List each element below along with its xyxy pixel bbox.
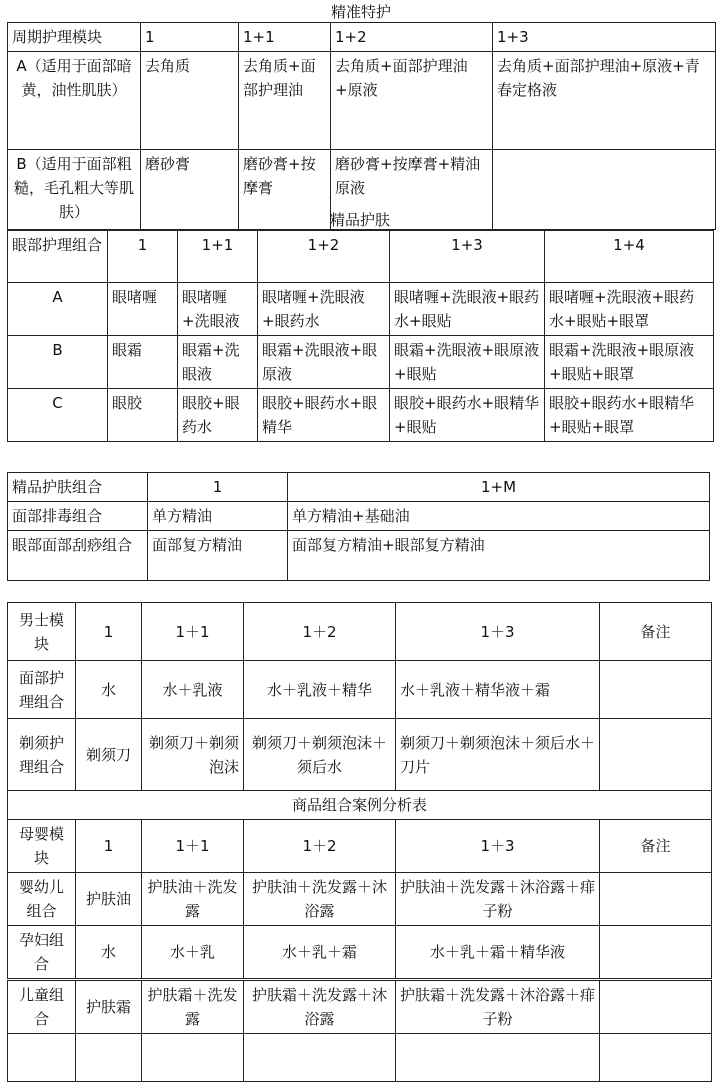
table-cell: 磨砂膏	[141, 150, 239, 230]
header-cell: 1＋3	[396, 820, 600, 873]
table-row	[8, 873, 712, 926]
header-cell: 1+1	[178, 231, 258, 283]
table-cell: 眼霜+洗眼液+眼原液+眼贴+眼罩	[545, 336, 714, 389]
product-combo-section	[7, 602, 712, 1082]
table-row	[8, 926, 712, 980]
table-cell: 单方精油	[148, 502, 288, 531]
table-header-row	[8, 603, 712, 661]
table-cell	[396, 1034, 600, 1082]
table-cell	[76, 1034, 142, 1082]
table-cell	[600, 926, 712, 980]
table-cell: 护肤油＋洗发露＋沐浴露	[244, 873, 396, 926]
table-cell: 水＋乳	[142, 926, 244, 980]
table-cell: 去角质+面部护理油+原液+青春定格液	[493, 52, 716, 150]
table-row	[8, 283, 714, 336]
table-row	[8, 661, 712, 719]
header-cell: 精品护肤组合	[8, 473, 148, 502]
table-cell	[600, 1034, 712, 1082]
table-cell	[600, 661, 712, 719]
row-label: 孕妇组合	[8, 926, 76, 980]
table-row	[8, 1034, 712, 1082]
mid-title-row	[8, 791, 712, 820]
row-label: 剃须护理组合	[8, 719, 76, 791]
table-cell: 眼啫喱+洗眼液	[178, 283, 258, 336]
table-row	[8, 502, 710, 531]
table-cell: 护肤霜＋洗发露	[142, 980, 244, 1034]
header-cell: 1	[141, 23, 239, 52]
header-cell: 1	[76, 820, 142, 873]
table-cell: 眼啫喱+洗眼液+眼药水+眼贴+眼罩	[545, 283, 714, 336]
table-cell: 护肤霜＋洗发露＋沐浴露	[244, 980, 396, 1034]
header-cell: 1+M	[288, 473, 710, 502]
oil-combo-section	[7, 472, 710, 581]
table-cell: 去角质	[141, 52, 239, 150]
header-cell: 1	[148, 473, 288, 502]
header-cell: 1+1	[239, 23, 331, 52]
header-cell: 1＋2	[244, 603, 396, 661]
header-cell: 1+3	[390, 231, 545, 283]
table-cell: 单方精油+基础油	[288, 502, 710, 531]
table-cell	[600, 719, 712, 791]
row-label: A（适用于面部暗黄，油性肌肤）	[8, 52, 141, 150]
table-cell: 眼啫喱+洗眼液+眼药水	[258, 283, 390, 336]
table-cell: 面部复方精油+眼部复方精油	[288, 531, 710, 581]
table-cell: 剃须刀＋剃须泡沫	[142, 719, 244, 791]
table-cell	[600, 980, 712, 1034]
table-cell	[244, 1034, 396, 1082]
table-cell: 磨砂膏+按摩膏+精油原液	[331, 150, 493, 230]
table-cell: 眼霜+洗眼液+眼原液	[258, 336, 390, 389]
precision-care-section	[7, 2, 716, 230]
table-cell: 去角质+面部护理油	[239, 52, 331, 150]
header-cell: 1＋2	[244, 820, 396, 873]
combo-analysis-title: 商品组合案例分析表	[8, 791, 712, 820]
product-combo-table	[7, 602, 712, 1082]
table-cell: 剃须刀＋剃须泡沫＋须后水	[244, 719, 396, 791]
table-header-row	[8, 23, 716, 52]
table-cell: 护肤霜＋洗发露＋沐浴露＋痱子粉	[396, 980, 600, 1034]
header-cell: 母婴模块	[8, 820, 76, 873]
precision-care-table	[7, 22, 716, 230]
table-cell: 眼胶+眼药水+眼精华+眼贴	[390, 389, 545, 442]
row-label: 眼部面部刮痧组合	[8, 531, 148, 581]
table-header-row	[8, 231, 714, 283]
table-header-row	[8, 473, 710, 502]
header-cell: 备注	[600, 603, 712, 661]
header-cell: 1+4	[545, 231, 714, 283]
table-cell: 眼霜	[108, 336, 178, 389]
header-cell: 1＋3	[396, 603, 600, 661]
table-cell	[8, 1034, 76, 1082]
table-row	[8, 980, 712, 1034]
table-cell: 剃须刀＋剃须泡沫＋须后水＋刀片	[396, 719, 600, 791]
table-cell: 眼霜+洗眼液	[178, 336, 258, 389]
row-label: 面部护理组合	[8, 661, 76, 719]
header-cell: 周期护理模块	[8, 23, 141, 52]
table-cell: 水＋乳液＋精华液＋霜	[396, 661, 600, 719]
table-cell: 眼胶	[108, 389, 178, 442]
row-label: A	[8, 283, 108, 336]
header-cell: 1+2	[331, 23, 493, 52]
row-label: 婴幼儿组合	[8, 873, 76, 926]
table-header-row	[8, 820, 712, 873]
table-cell: 眼啫喱	[108, 283, 178, 336]
header-cell: 备注	[600, 820, 712, 873]
table-cell: 眼啫喱+洗眼液+眼药水+眼贴	[390, 283, 545, 336]
table-cell: 磨砂膏+按摩膏	[239, 150, 331, 230]
row-label: B（适用于面部粗糙，毛孔粗大等肌肤）	[8, 150, 141, 230]
table-cell: 水＋乳＋霜＋精华液	[396, 926, 600, 980]
table-cell: 眼霜+洗眼液+眼原液+眼贴	[390, 336, 545, 389]
row-label: 面部排毒组合	[8, 502, 148, 531]
table-cell: 水＋乳液＋精华	[244, 661, 396, 719]
table-row	[8, 52, 716, 150]
table-cell: 护肤霜	[76, 980, 142, 1034]
table-cell: 护肤油	[76, 873, 142, 926]
table-cell: 水＋乳＋霜	[244, 926, 396, 980]
table-row	[8, 389, 714, 442]
table-cell: 眼胶+眼药水+眼精华+眼贴+眼罩	[545, 389, 714, 442]
table-cell: 眼胶+眼药水+眼精华	[258, 389, 390, 442]
header-cell: 1+2	[258, 231, 390, 283]
header-cell: 男士模块	[8, 603, 76, 661]
row-label: 儿童组合	[8, 980, 76, 1034]
table-cell: 水＋乳液	[142, 661, 244, 719]
premium-skincare-title: 精品护肤	[329, 211, 390, 229]
table-cell: 水	[76, 661, 142, 719]
table-cell: 水	[76, 926, 142, 980]
table-cell: 去角质+面部护理油+原液	[331, 52, 493, 150]
row-label: B	[8, 336, 108, 389]
premium-skincare-section	[7, 210, 714, 442]
table-cell	[142, 1034, 244, 1082]
header-cell: 1	[108, 231, 178, 283]
table-row	[8, 531, 710, 581]
header-cell: 1+3	[493, 23, 716, 52]
table-cell: 剃须刀	[76, 719, 142, 791]
eye-care-table	[7, 230, 714, 442]
oil-combo-table	[7, 472, 710, 581]
header-cell: 1＋1	[142, 603, 244, 661]
table-cell: 眼胶+眼药水	[178, 389, 258, 442]
table-cell: 护肤油＋洗发露	[142, 873, 244, 926]
header-cell: 1	[76, 603, 142, 661]
table-cell: 护肤油＋洗发露＋沐浴露＋痱子粉	[396, 873, 600, 926]
row-label: C	[8, 389, 108, 442]
header-cell: 1＋1	[142, 820, 244, 873]
table-cell: 面部复方精油	[148, 531, 288, 581]
precision-care-title: 精准特护	[330, 3, 391, 21]
table-cell	[600, 873, 712, 926]
table-row	[8, 719, 712, 791]
header-cell: 眼部护理组合	[8, 231, 108, 283]
table-row	[8, 336, 714, 389]
